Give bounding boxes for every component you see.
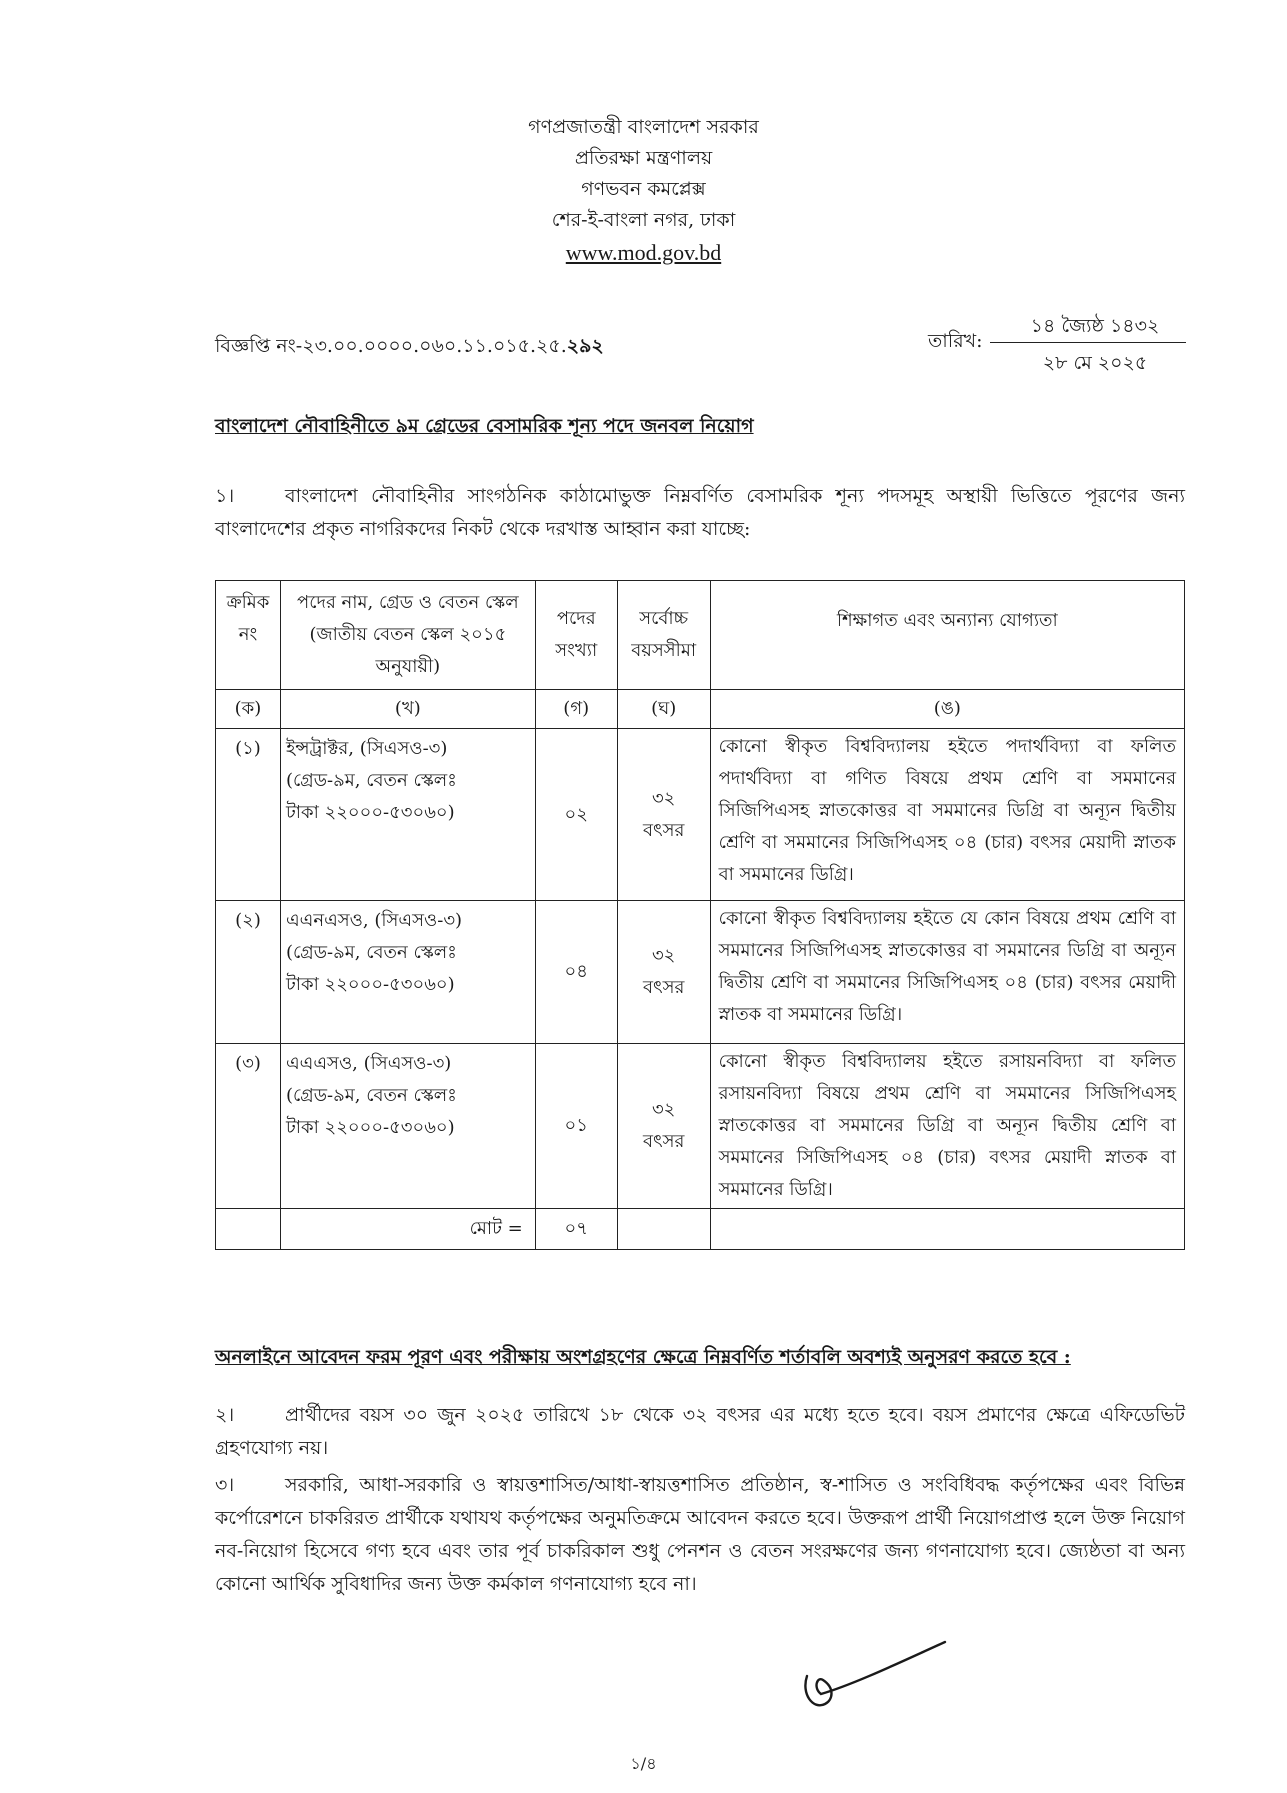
age-cell (617, 1044, 710, 1209)
total-label: মোট = (280, 1209, 535, 1250)
letter-cell: (ক) (216, 690, 281, 729)
page-number: ১/৪ (630, 1754, 657, 1773)
ministry-name: প্রতিরক্ষা মন্ত্রণালয় (574, 147, 713, 169)
office-name: গণভবন কমপ্লেক্স (581, 178, 706, 200)
signature (795, 1636, 955, 1720)
paragraph-text: সরকারি, আধা-সরকারি ও স্বায়ত্তশাসিত/আধা-স্বায়ত্তশাসিত প্রতিষ্ঠান, স্ব-শাসিত ও সংবিধিবদ্ধ কর্তৃপক্ষের এবং বিভিন্ন কর্পোরেশনে চাকরিরত প্রার্থীকে যথাযথ কর্তৃপক্ষের অনুমতিক্রমে আবেদন করতে হবে। উক্তরূপ প্রার্থী নিয়োগপ্রাপ্ত হলে উক্ত নিয়োগ নব-নিয়োগ হিসেবে গণ্য হবে এবং তার পূর্ব চাকরিকাল শুধু পেনশন ও বেতন সংরক্ষণের জন্য গণনাযোগ্য হবে। জ্যেষ্ঠতা বা অন্য কোনো আর্থিক সুবিধাদির জন্য উক্ত কর্মকাল গণনাযোগ্য হবে না। (215, 1474, 1185, 1595)
age-number: ৩২ (651, 1099, 676, 1120)
age-number: ৩২ (651, 945, 676, 966)
paragraph-text: প্রার্থীদের বয়স ৩০ জুন ২০২৫ তারিখে ১৮ থেকে ৩২ বৎসর এর মধ্যে হতে হবে। বয়স প্রমাণের ক্ষেত্রে এফিডেভিট গ্রহণযোগ্য নয়। (215, 1404, 1185, 1459)
paragraph-number: ৩। (215, 1474, 235, 1496)
empty-cell (216, 1209, 281, 1250)
terms-heading: অনলাইনে আবেদন ফরম পূরণ এবং পরীক্ষায় অংশগ্রহণের ক্ষেত্রে নিম্নবর্ণিত শর্তাবলি অবশ্যই অনুসরণ করতে হবে : (215, 1346, 1071, 1368)
post-grade: (গ্রেড-৯ম, বেতন স্কেলঃ (285, 1085, 457, 1106)
header-qualification: শিক্ষাগত এবং অন্যান্য যোগ্যতা (710, 581, 1184, 690)
paragraph-3 (215, 1469, 1185, 1601)
website-link[interactable]: www.mod.gov.bd (565, 240, 722, 265)
total-value: ০৭ (535, 1209, 617, 1250)
qualification-cell: কোনো স্বীকৃত বিশ্ববিদ্যালয় হইতে পদার্থবিদ্যা বা ফলিত পদার্থবিদ্যা বা গণিত বিষয়ে প্রথম শ্রেণি বা সমমানের সিজিপিএসহ স্নাতকোত্তর বা সমমানের ডিগ্রি বা অন্যূন দ্বিতীয় শ্রেণি বা সমমানের সিজিপিএসহ ০৪ (চার) বৎসর মেয়াদী স্নাতক বা সমমানের ডিগ্রি। (710, 729, 1184, 901)
vacancy-table (215, 580, 1185, 1250)
paragraph-2 (215, 1399, 1185, 1465)
post-cell (280, 729, 535, 901)
date-english: ২৮ মে ২০২৫ (1042, 352, 1148, 374)
date-label: তারিখ: (928, 330, 983, 352)
qualification-cell: কোনো স্বীকৃত বিশ্ববিদ্যালয় হইতে রসায়নবিদ্যা বা ফলিত রসায়নবিদ্যা বিষয়ে প্রথম শ্রেণি বা সমমানের সিজিপিএসহ স্নাতকোত্তর বা সমমানের ডিগ্রি বা অন্যূন দ্বিতীয় শ্রেণি বা সমমানের সিজিপিএসহ ০৪ (চার) বৎসর মেয়াদী স্নাতক বা সমমানের ডিগ্রি। (710, 1044, 1184, 1209)
memo-number (215, 332, 604, 364)
age-unit: বৎসর (642, 819, 685, 841)
letterhead (0, 112, 1287, 270)
paragraph-text: বাংলাদেশ নৌবাহিনীর সাংগঠনিক কাঠামোভুক্ত নিম্নবর্ণিত বেসামরিক শূন্য পদসমূহ অস্থায়ী ভিত্তিতে পূরণের জন্য বাংলাদেশের প্রকৃত নাগরিকদের নিকট থেকে দরখাস্ত আহ্বান করা যাচ্ছে: (215, 485, 1185, 540)
table-letter-row (216, 690, 1185, 729)
subject-heading: বাংলাদেশ নৌবাহিনীতে ৯ম গ্রেডের বেসামরিক শূন্য পদে জনবল নিয়োগ (215, 415, 754, 437)
table-total-row (216, 1209, 1185, 1250)
serial-cell: (২) (216, 901, 281, 1044)
memo-handwritten-number: ২৯২ (566, 335, 604, 357)
empty-cell (617, 1209, 710, 1250)
memo-prefix: বিজ্ঞপ্তি নং-২৩.০০.০০০০.০৬০.১১.০১৫.২৫. (215, 335, 567, 357)
table-row (216, 729, 1185, 901)
letter-cell: (গ) (535, 690, 617, 729)
post-scale: টাকা ২২০০০-৫৩০৬০) (285, 802, 455, 823)
age-cell (617, 729, 710, 901)
post-scale: টাকা ২২০০০-৫৩০৬০) (285, 974, 455, 995)
post-name: এএএসও, (সিএসও-৩) (285, 1053, 452, 1074)
office-address: শের-ই-বাংলা নগর, ঢাকা (551, 209, 736, 231)
header-serial: ক্রমিক নং (216, 581, 281, 690)
post-scale: টাকা ২২০০০-৫৩০৬০) (285, 1117, 455, 1138)
post-grade: (গ্রেড-৯ম, বেতন স্কেলঃ (285, 770, 457, 791)
age-number: ৩২ (651, 787, 676, 809)
signature-mark (795, 1636, 955, 1716)
table-row (216, 1044, 1185, 1209)
letter-cell: (ঘ) (617, 690, 710, 729)
header-post: পদের নাম, গ্রেড ও বেতন স্কেল (জাতীয় বেতন স্কেল ২০১৫ অনুযায়ী) (280, 581, 535, 690)
serial-cell: (৩) (216, 1044, 281, 1209)
post-grade: (গ্রেড-৯ম, বেতন স্কেলঃ (285, 942, 457, 963)
table-header-row (216, 581, 1185, 690)
empty-cell (710, 1209, 1184, 1250)
serial-cell: (১) (216, 729, 281, 901)
post-name: এএনএসও, (সিএসও-৩) (285, 910, 463, 931)
age-cell (617, 901, 710, 1044)
age-unit: বৎসর (642, 977, 685, 998)
post-cell (280, 1044, 535, 1209)
post-name: ইন্সট্রাক্টর, (সিএসও-৩) (285, 738, 448, 759)
post-cell (280, 901, 535, 1044)
count-cell: ০২ (535, 729, 617, 901)
paragraph-1 (215, 480, 1185, 546)
paragraph-number: ২। (215, 1404, 235, 1426)
date-divider (990, 342, 1186, 343)
table-row (216, 901, 1185, 1044)
count-cell: ০৪ (535, 901, 617, 1044)
header-age: সর্বোচ্চ বয়সসীমা (617, 581, 710, 690)
government-name: গণপ্রজাতন্ত্রী বাংলাদেশ সরকার (528, 116, 759, 138)
age-unit: বৎসর (642, 1131, 685, 1152)
letter-cell: (ঙ) (710, 690, 1184, 729)
paragraph-number: ১। (215, 485, 235, 507)
count-cell: ০১ (535, 1044, 617, 1209)
header-count: পদের সংখ্যা (535, 581, 617, 690)
date-bangla: ১৪ জ্যৈষ্ঠ ১৪৩২ (1030, 315, 1160, 337)
letter-cell: (খ) (280, 690, 535, 729)
qualification-cell: কোনো স্বীকৃত বিশ্ববিদ্যালয় হইতে যে কোন বিষয়ে প্রথম শ্রেণি বা সমমানের সিজিপিএসহ স্নাতকোত্তর বা সমমানের ডিগ্রি বা অন্যূন দ্বিতীয় শ্রেণি বা সমমানের সিজিপিএসহ ০৪ (চার) বৎসর মেয়াদী স্নাতক বা সমমানের ডিগ্রি। (710, 901, 1184, 1044)
